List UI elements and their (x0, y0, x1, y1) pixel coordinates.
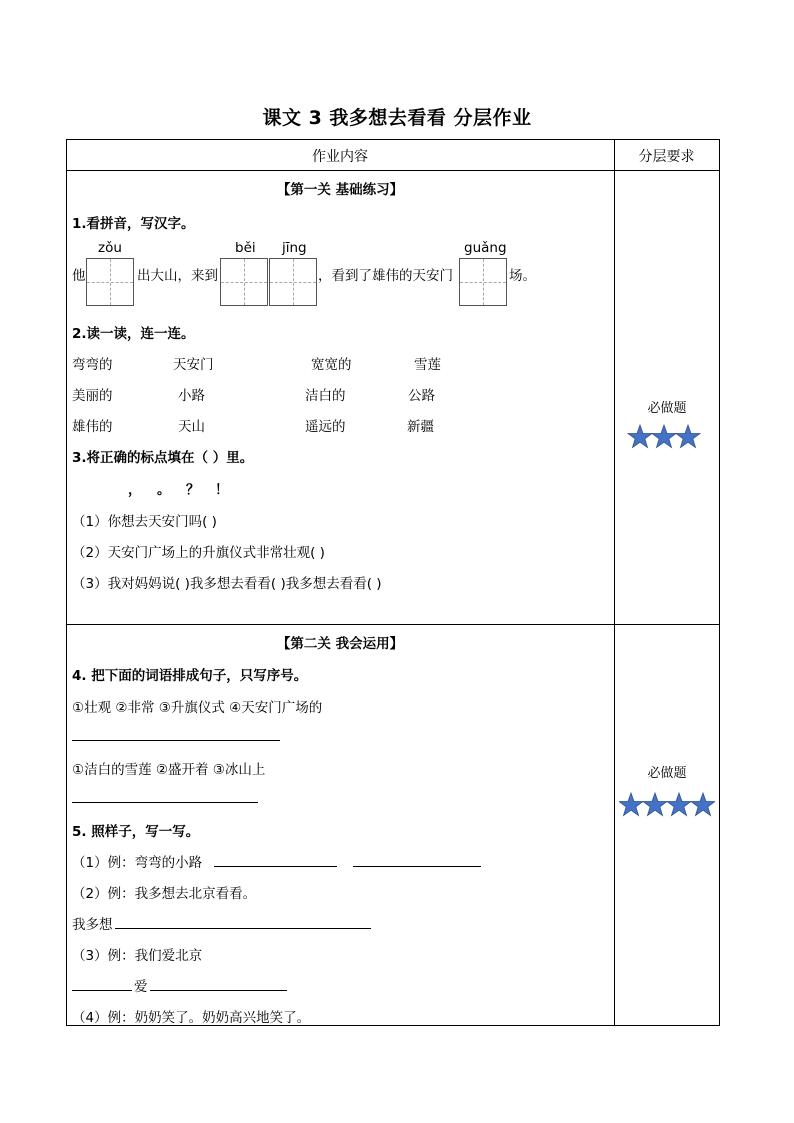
answer-line[interactable] (214, 866, 337, 867)
section1-level: 必做题 (647, 401, 687, 416)
star-icon (667, 793, 691, 816)
q2-word: 雪莲 (414, 357, 441, 373)
header-level: 分层要求 (638, 149, 695, 165)
punct-question: ？ (186, 482, 200, 498)
punct-comma: ， (128, 482, 142, 498)
q5-item-1: （1）例：弯弯的小路 (72, 855, 203, 871)
q2-word: 宽宽的 (311, 357, 352, 373)
table-right-border (719, 139, 720, 1025)
q2-word: 天安门 (173, 357, 214, 373)
star-icon (619, 793, 643, 816)
answer-line[interactable] (150, 990, 287, 991)
q4-words-2: ①洁白的雪莲 ②盛开着 ③冰山上 (72, 762, 266, 778)
q2-word: 雄伟的 (72, 419, 113, 435)
pinyin-jing: jīng (282, 240, 307, 256)
q3-item-2[interactable]: （2）天安门广场上的升旗仪式非常壮观( ) (72, 545, 325, 561)
section2-stars (619, 792, 715, 818)
writing-box-zou[interactable] (86, 258, 134, 306)
pinyin-guang: guǎng (464, 240, 507, 256)
q2-word: 天山 (178, 419, 205, 435)
page-title: 课文 3 我多想去看看 分层作业 (262, 107, 532, 129)
q1-label: 1.看拼音，写汉字。 (72, 216, 195, 232)
q2-word: 遥远的 (305, 419, 346, 435)
answer-line[interactable] (353, 866, 481, 867)
star-icon (643, 793, 667, 816)
section1-header: 【第一关 基础练习】 (276, 182, 404, 198)
q5-item-2-prefix: 我多想 (72, 917, 113, 933)
q1-text-3: ，看到了雄伟的天安门 (318, 268, 453, 284)
q5-item-3: （3）例：我们爱北京 (72, 948, 203, 964)
table-top-border (66, 139, 720, 140)
q2-word: 美丽的 (72, 388, 113, 404)
answer-line[interactable] (72, 802, 258, 803)
pinyin-bei: běi (235, 240, 256, 256)
writing-box-bei[interactable] (220, 258, 268, 306)
star-icon (691, 793, 715, 816)
pinyin-zou: zǒu (98, 240, 122, 256)
answer-line[interactable] (72, 740, 280, 741)
q3-item-3[interactable]: （3）我对妈妈说( )我多想去看看( )我多想去看看( ) (72, 576, 382, 592)
q5-item-2: （2）例：我多想去北京看看。 (72, 886, 257, 902)
header-content: 作业内容 (312, 149, 368, 165)
q2-word: 弯弯的 (72, 357, 113, 373)
q5-item-4: （4）例：奶奶笑了。奶奶高兴地笑了。 (72, 1010, 311, 1026)
punct-period: 。 (157, 482, 171, 498)
table-header-border (66, 170, 720, 171)
q1-text-4: 场。 (509, 268, 536, 284)
table-column-divider (614, 139, 615, 1025)
star-icon (676, 425, 700, 448)
answer-line[interactable] (115, 928, 371, 929)
section2-header: 【第二关 我会运用】 (276, 636, 404, 652)
q1-text-1: 他 (72, 268, 86, 284)
q2-word: 新疆 (407, 419, 434, 435)
q1-text-2: 出大山，来到 (137, 268, 218, 284)
star-icon (628, 425, 652, 448)
section2-level: 必做题 (647, 766, 687, 781)
table-left-border (66, 139, 67, 1025)
q2-label: 2.读一读，连一连。 (72, 326, 195, 342)
q2-word: 小路 (178, 388, 205, 404)
writing-box-guang[interactable] (459, 258, 507, 306)
writing-box-jing[interactable] (269, 258, 317, 306)
star-icon (652, 425, 676, 448)
q2-word: 公路 (408, 388, 435, 404)
answer-line[interactable] (72, 990, 132, 991)
section1-stars (627, 424, 707, 450)
q5-label: 5. 照样子，写一写。 (72, 824, 200, 840)
q2-word: 洁白的 (305, 388, 346, 404)
q4-words-1: ①壮观 ②非常 ③升旗仪式 ④天安门广场的 (72, 700, 323, 716)
q5-item-3-mid: 爱 (134, 979, 148, 995)
q3-item-1[interactable]: （1）你想去天安门吗( ) (72, 514, 217, 530)
q4-label: 4. 把下面的词语排成句子，只写序号。 (72, 668, 308, 684)
punct-exclaim: ！ (215, 482, 229, 498)
section-divider (66, 624, 720, 625)
q3-label: 3.将正确的标点填在（ ）里。 (72, 450, 254, 466)
